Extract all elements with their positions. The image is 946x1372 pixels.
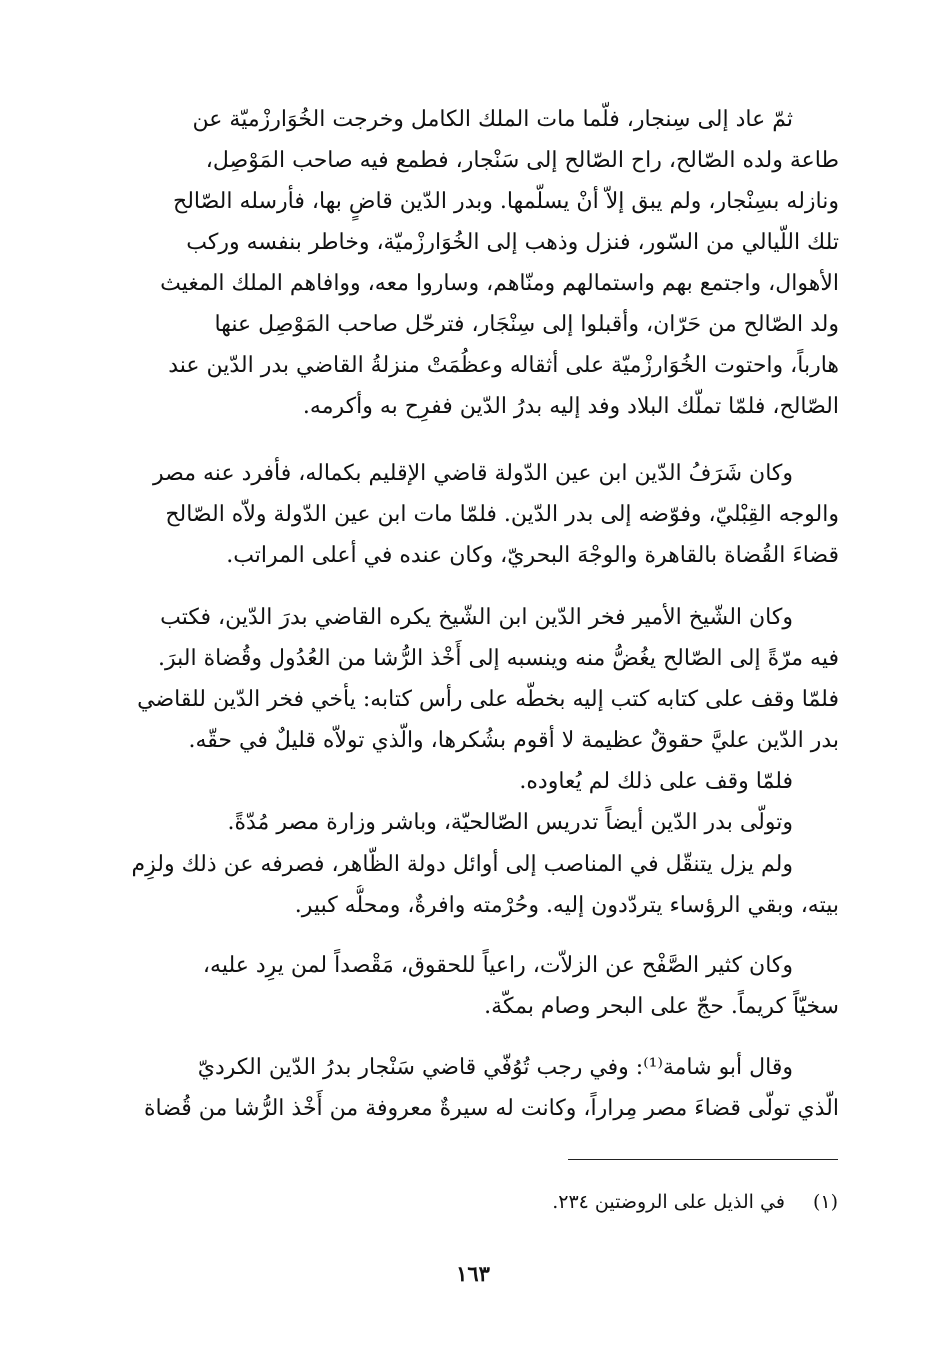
paragraph-1 xyxy=(112,99,839,427)
text-line: قضاءَ القُضاة بالقاهرة والوجْهَ البحريّ، وكان عنده في أعلى المراتب. xyxy=(226,543,839,568)
text-line: ونازله بسِنْجار، ولم يبق إلاّ أنْ يسلّمها. وبدر الدّين قاضٍ بها، فأرسله الصّالح xyxy=(173,189,839,214)
text-line: فلمّا وقف على كتابه كتب إليه بخطّه على رأس كتابه: يأخي فخر الدّين للقاضي xyxy=(137,687,839,712)
text-line: الّذي تولّى قضاءَ مصر مِراراً، وكانت له سيرةٌ معروفة من أَخْذ الرُّشا من قُضاة xyxy=(143,1096,839,1121)
text-line: فيه مرّةً إلى الصّالح يغُضُّ منه وينسبه إلى أَخْذ الرُّشا من العُدُول وقُضاة البرَ. xyxy=(158,646,839,671)
paragraph-3 xyxy=(112,597,839,761)
paragraph-5 xyxy=(112,802,839,843)
text-line: الصّالح، فلمّا تملّك البلاد وفد إليه بدرُ الدّين ففرِح به وأكرمه. xyxy=(302,394,839,419)
text-line: سخيّاً كريماً. حجّ على البحر وصام بمكّة. xyxy=(484,994,839,1019)
footnote-separator xyxy=(568,1159,838,1160)
text-line: تلك اللّيالي من السّور، فنزل وذهب إلى الخُوَارزْميّة، وخاطر بنفسه وركب xyxy=(186,230,839,255)
text-line: طاعة ولده الصّالح، راح الصّالح إلى سَنْجار، فطمع فيه صاحب المَوْصِل، xyxy=(205,148,839,173)
text-line: وكان شَرَفُ الدّين ابن عين الدّولة قاضي الإقليم بكماله، فأفرد عنه مصر xyxy=(153,461,793,486)
footnote-text: في الذيل على الروضتين ٢٣٤. xyxy=(552,1191,785,1213)
text-line: وتولّى بدر الدّين أيضاً تدريس الصّالحيّة، وباشر وزارة مصر مُدّةً. xyxy=(227,810,793,835)
text-line: بيته، وبقي الرؤساء يتردّدون إليه. وحُرْمته وافرةٌ، ومحلُّه كبير. xyxy=(294,893,839,918)
paragraph-2 xyxy=(112,453,839,576)
paragraph-4 xyxy=(112,761,839,802)
footnote-number: (١) xyxy=(812,1191,838,1213)
text-line: الأهوال، واجتمع بهم واستمالهم ومنّاهم، وساروا معه، ووافاهم الملك المغيث xyxy=(160,271,839,296)
text-line: هارباً، واحتوت الخُوَارزْميّة على أثقاله وعظُمَتْ منزلةُ القاضي بدر الدّين عند xyxy=(168,353,839,378)
text-line: ثمّ عاد إلى سِنجار، فلّما مات الملك الكامل وخرجت الخُوَارزْميّة عن xyxy=(192,107,793,132)
text-line: وقال أبو شامة⁽¹⁾: وفي رجب تُوُفّي قاضي سَنْجار بدرُ الدّين الكرديّ xyxy=(197,1055,793,1080)
text-line: والوجه القِبْليّ، وفوّضه إلى بدر الدّين. فلمّا مات ابن عين الدّولة ولاّه الصّالح xyxy=(165,502,839,527)
text-line: وكان الشّيخ الأمير فخر الدّين ابن الشّيخ يكره القاضي بدرَ الدّين، فكتب xyxy=(160,605,793,630)
text-line: ولم يزل يتنقّل في المناصب إلى أوائل دولة الظّاهر، فصرفه عن ذلك ولزِم xyxy=(131,852,793,877)
paragraph-6 xyxy=(112,844,839,926)
paragraph-8 xyxy=(112,1047,839,1129)
paragraph-7 xyxy=(112,945,839,1027)
text-line: وكان كثير الصَّفْح عن الزلاّت، راعياً للحقوق، مَقْصداً لمن يرِد عليه، xyxy=(202,953,793,978)
page-number: ١٦٣ xyxy=(456,1261,490,1286)
text-line: بدر الدّين عليَّ حقوقٌ عظيمة لا أقوم بشُكرها، والّذي تولاّه قليلٌ في حقّه. xyxy=(188,728,839,753)
footnote xyxy=(138,1187,838,1217)
text-line: فلمّا وقف على ذلك لم يُعاوده. xyxy=(519,769,793,794)
text-line: ولد الصّالح من حَرّان، وأقبلوا إلى سِنْجَار، فترحّل صاحب المَوْصِل عنها xyxy=(214,312,839,337)
